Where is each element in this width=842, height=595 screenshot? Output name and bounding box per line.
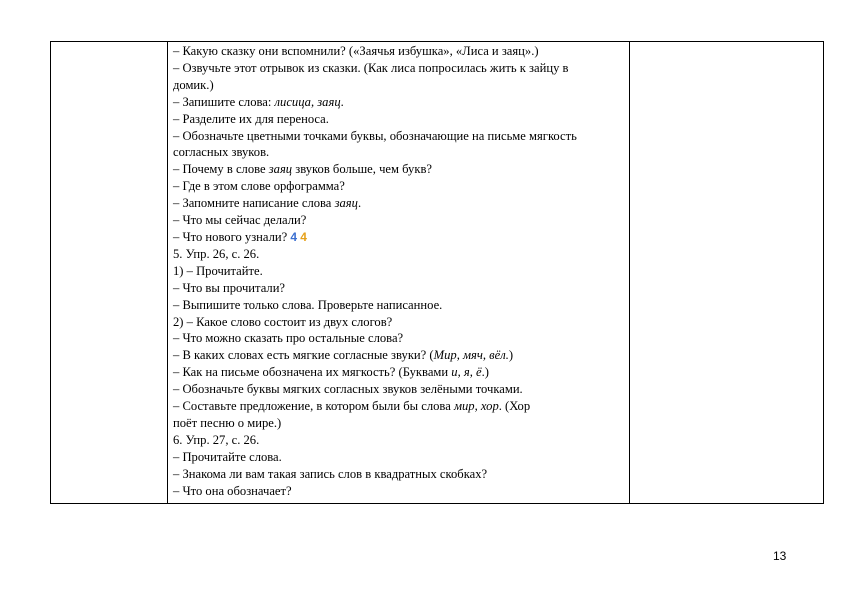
text-line (173, 229, 625, 246)
lesson-content-cell (168, 42, 630, 504)
text-line (173, 43, 625, 60)
text-line (173, 178, 625, 195)
text-line (173, 212, 625, 229)
text-segment: . (340, 94, 344, 109)
text-line (173, 364, 625, 381)
text-segment: . (357, 196, 362, 211)
text-segment: – Прочитайте слова. (173, 449, 282, 464)
text-line (173, 432, 625, 449)
text-line (173, 128, 625, 145)
text-segment: 6. Упр. 27, с. 26. (173, 432, 260, 447)
text-line (173, 314, 625, 331)
blue-score-mark: 4 (290, 229, 298, 244)
lesson-content (168, 42, 629, 503)
text-line (173, 195, 625, 212)
text-segment: – Запишите слова: (173, 94, 275, 109)
text-line (173, 347, 625, 364)
text-segment: – Обозначьте буквы мягких согласных звуков зелёными точками. (173, 382, 523, 397)
text-line (173, 381, 625, 398)
text-line (173, 466, 625, 483)
text-segment: – Что мы сейчас делали? (173, 213, 307, 228)
right-column-cell (630, 42, 824, 504)
text-line (173, 60, 625, 77)
left-column-cell (51, 42, 168, 504)
text-segment: 2) – Какое слово состоит из двух слогов? (173, 314, 393, 329)
text-segment: – Знакома ли вам такая запись слов в квадратных скобках? (173, 466, 488, 481)
text-segment: .) (481, 365, 489, 380)
text-segment: – Где в этом слове орфограмма? (173, 179, 345, 194)
text-line (173, 94, 625, 111)
text-line (173, 415, 625, 432)
text-segment: поёт песню о мире.) (173, 415, 282, 430)
text-segment: – Составьте предложение, в котором были бы слова (173, 399, 454, 414)
italic-segment: и, я, ё (451, 365, 482, 380)
page-number: 13 (773, 549, 787, 563)
text-segment: – Что можно сказать про остальные слова? (173, 331, 404, 346)
text-segment: – Выпишите только слова. Проверьте написанное. (173, 297, 443, 312)
text-segment: – Какую сказку они вспомнили? («Заячья избушка», «Лиса и заяц».) (173, 44, 539, 58)
text-line (173, 330, 625, 347)
text-segment: . (Хор (498, 399, 531, 414)
text-line (173, 161, 625, 178)
italic-segment: заяц (268, 162, 293, 177)
text-line (173, 246, 625, 263)
text-segment: – В каких словах есть мягкие согласные звуки? ( (173, 348, 434, 363)
table-row (51, 42, 824, 504)
text-segment: – Что нового узнали? (173, 229, 291, 244)
text-line (173, 280, 625, 297)
text-segment: – Как на письме обозначена их мягкость? (Буквами (173, 365, 452, 380)
text-segment: – Почему в слове (173, 162, 269, 177)
text-line (173, 144, 625, 161)
text-line (173, 263, 625, 280)
gold-score-mark: 4 (300, 229, 307, 244)
text-segment: – Что она обозначает? (173, 483, 292, 498)
text-segment: – Что вы прочитали? (173, 280, 286, 295)
text-segment: 1) – Прочитайте. (173, 263, 263, 278)
italic-segment: мир, хор (453, 399, 499, 414)
text-segment: – Запомните написание слова (173, 196, 335, 211)
text-segment: – Озвучьте этот отрывок из сказки. (Как лиса попросилась жить к зайцу в (173, 60, 569, 75)
text-line (173, 449, 625, 466)
italic-segment: заяц (334, 196, 358, 211)
text-line (173, 297, 625, 314)
lesson-table (50, 41, 824, 504)
text-segment: – Разделите их для переноса. (173, 111, 329, 126)
text-line (173, 398, 625, 415)
italic-segment: лисица, заяц (274, 94, 341, 109)
text-line (173, 77, 625, 94)
italic-segment: Мир, мяч, вёл. (433, 348, 509, 363)
text-segment: 5. Упр. 26, с. 26. (173, 246, 260, 261)
text-segment: согласных звуков. (173, 145, 270, 160)
text-line (173, 111, 625, 128)
text-line (173, 483, 625, 500)
text-segment: домик.) (173, 77, 214, 92)
text-segment: – Обозначьте цветными точками буквы, обозначающие на письме мягкость (173, 128, 577, 143)
text-segment: ) (508, 348, 514, 363)
text-segment: звуков больше, чем букв? (292, 162, 432, 177)
